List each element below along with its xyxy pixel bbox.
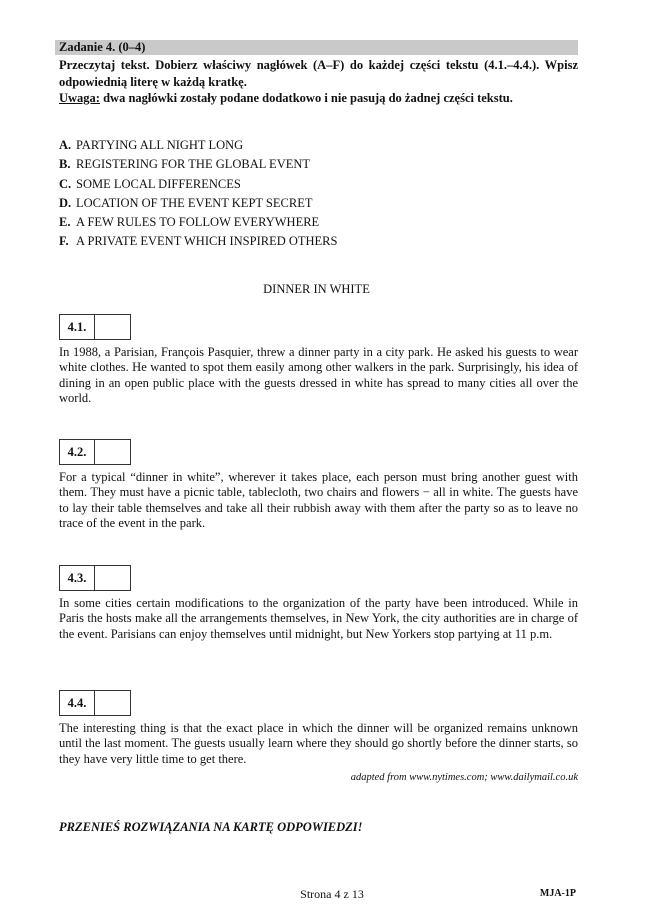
answer-box-label: 4.3. — [60, 566, 95, 590]
option-letter: D. — [59, 195, 72, 210]
instruction-text: Przeczytaj tekst. Dobierz właściwy nagłówek (A–F) do każdej części tekstu (4.1.–4.4.). Wpisz odpowiednią literę w każdą kratkę. — [59, 58, 578, 89]
option-item — [59, 232, 579, 251]
answer-box-4-2 — [59, 439, 131, 465]
option-text: A PRIVATE EVENT WHICH INSPIRED OTHERS — [76, 234, 338, 249]
exam-code: MJA-1P — [539, 888, 576, 899]
option-letter: C. — [59, 176, 72, 191]
option-text: REGISTERING FOR THE GLOBAL EVENT — [76, 157, 311, 172]
instruction-note — [59, 90, 578, 107]
answer-box-4-1 — [59, 314, 131, 340]
option-letter: A. — [59, 138, 72, 152]
answer-box-4-3 — [59, 565, 131, 591]
option-text: PARTYING ALL NIGHT LONG — [76, 138, 244, 152]
answer-blank[interactable] — [95, 691, 130, 715]
option-letter: B. — [59, 157, 71, 172]
answer-box-label: 4.2. — [60, 440, 95, 464]
task-header-bar — [55, 40, 578, 55]
paragraph-4-1: In 1988, a Parisian, François Pasquier, threw a dinner party in a city park. He asked his guests to wear white clothes. He wanted to spot them easily among other walkers in the park. Surprisingly, his idea of dining in an open public place with the guests dressed in white has spread to many cities all over the world. — [59, 345, 578, 406]
option-text: SOME LOCAL DIFFERENCES — [76, 176, 241, 191]
option-item — [59, 136, 579, 155]
paragraph-4-4: The interesting thing is that the exact place in which the dinner will be organized remains unknown until the last moment. The guests usually learn where they should go shortly before the dinner starts, so they have very little time to get there. — [59, 721, 578, 766]
option-item — [59, 213, 579, 232]
option-text: LOCATION OF THE EVENT KEPT SECRET — [76, 195, 313, 210]
option-letter: E. — [59, 215, 71, 230]
paragraph-4-3: In some cities certain modifications to the organization of the party have been introduced. While in Paris the hosts make all the arrangements themselves, in New York, the city authorities are in charge of the event. Parisians can enjoy themselves until midnight, but New Yorkers stop partying at 11 p.m. — [59, 596, 578, 641]
heading-options-list — [59, 136, 579, 252]
text-title: DINNER IN WHITE — [263, 282, 370, 296]
source-citation: adapted from www.nytimes.com; www.dailymail.co.uk — [350, 772, 578, 783]
answer-box-label: 4.4. — [60, 691, 95, 715]
option-letter: F. — [59, 234, 69, 249]
answer-blank[interactable] — [95, 566, 130, 590]
option-text: A FEW RULES TO FOLLOW EVERYWHERE — [76, 215, 320, 230]
option-item — [59, 155, 579, 174]
paragraph-4-2: For a typical “dinner in white”, wherever it takes place, each person must bring another guest with them. They must have a picnic table, tablecloth, two chairs and flowers − all in white. The guests have to lay their table themselves and take all their rubbish away with them after the party so as to leave no trace of the event in the park. — [59, 470, 578, 531]
transfer-note: PRZENIEŚ ROZWIĄZANIA NA KARTĘ ODPOWIEDZI! — [59, 820, 363, 834]
note-label: Uwaga: — [59, 91, 100, 105]
option-item — [59, 194, 579, 213]
answer-blank[interactable] — [95, 315, 130, 339]
note-text: dwa nagłówki zostały podane dodatkowo i nie pasują do żadnej części tekstu. — [99, 91, 513, 105]
answer-box-label: 4.1. — [60, 315, 95, 339]
answer-blank[interactable] — [95, 440, 130, 464]
task-instruction — [59, 57, 578, 107]
task-header: Zadanie 4. (0–4) — [59, 40, 146, 54]
answer-box-4-4 — [59, 690, 131, 716]
option-item — [59, 175, 579, 194]
page-number: Strona 4 z 13 — [300, 887, 364, 901]
